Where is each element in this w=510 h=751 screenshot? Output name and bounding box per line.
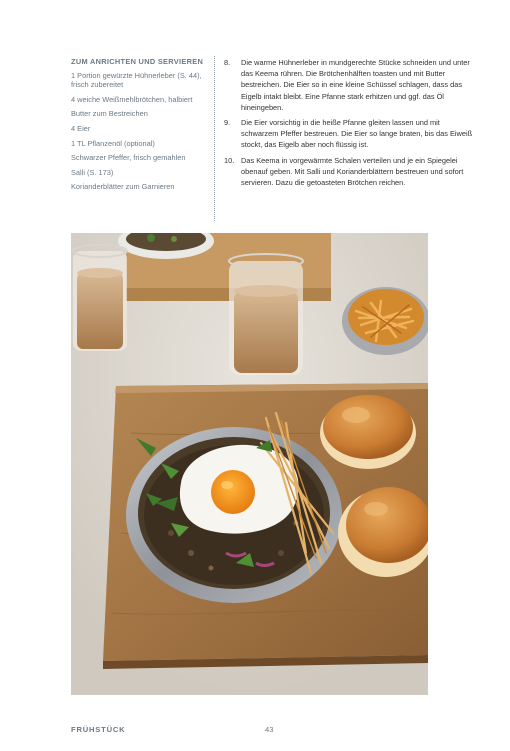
step-10 <box>224 155 474 189</box>
ingredient-item: 1 Portion gewürzte Hühnerleber (S. 44), frisch zubereitet <box>71 70 202 90</box>
ingredient-item: 1 TL Pflanzenöl (optional) <box>71 138 155 148</box>
ingredient-item: Butter zum Bestreichen <box>71 109 148 119</box>
step-text: Das Keema in vorgewärmte Schalen verteilen und je ein Spiegelei obenauf geben. Mit Salli und Korianderblättern bestreuen und sofort servieren. Dazu die getoasteten Brötchen reichen. <box>241 155 464 188</box>
ingredients-list <box>71 57 211 197</box>
food-photo <box>71 233 428 695</box>
step-text: Die Eier vorsichtig in die heiße Pfanne gleiten lassen und mit schwarzem Pfeffer bestreuen. Die Eier so lange braten, bis das Eiweiß stockt, das Eigelb aber noch flüssig ist. <box>241 118 473 150</box>
page-number: 43 <box>265 725 274 734</box>
step-number: 10. <box>224 155 235 165</box>
tea-glass-right <box>229 254 303 375</box>
ingredient-item: 4 weiche Weißmehlbrötchen, halbiert <box>71 94 193 104</box>
ingredient-item: Salli (S. 173) <box>71 167 114 177</box>
tea-glass-left <box>73 245 127 351</box>
ingredient-item: Schwarzer Pfeffer, frisch gemahlen <box>71 153 186 163</box>
footer-section-label: FRÜHSTÜCK <box>71 725 126 734</box>
ingredients-heading: ZUM ANRICHTEN UND SERVIEREN <box>71 57 204 66</box>
step-text: Die warme Hühnerleber in mundgerechte Stücke schneiden und unter das Keema rühren. Die Brötchenhälften toasten und mit Butter bestreichen. Die Eier so in eine kleine Schüssel schlagen, dass das Eigelb intakt bleibt. Eine Pfanne stark erhitzen und ggf. das Öl hineingeben. <box>241 58 470 112</box>
ingredient-item: Korianderblätter zum Garnieren <box>71 182 175 192</box>
step-number: 8. <box>224 58 231 67</box>
step-9 <box>224 117 474 151</box>
salli-bowl <box>342 287 428 355</box>
step-number: 9. <box>224 118 231 128</box>
method-steps <box>224 57 474 192</box>
bun-top <box>320 395 416 469</box>
ingredient-item: 4 Eier <box>71 123 91 133</box>
step-8 <box>224 57 474 113</box>
column-divider <box>214 56 215 221</box>
